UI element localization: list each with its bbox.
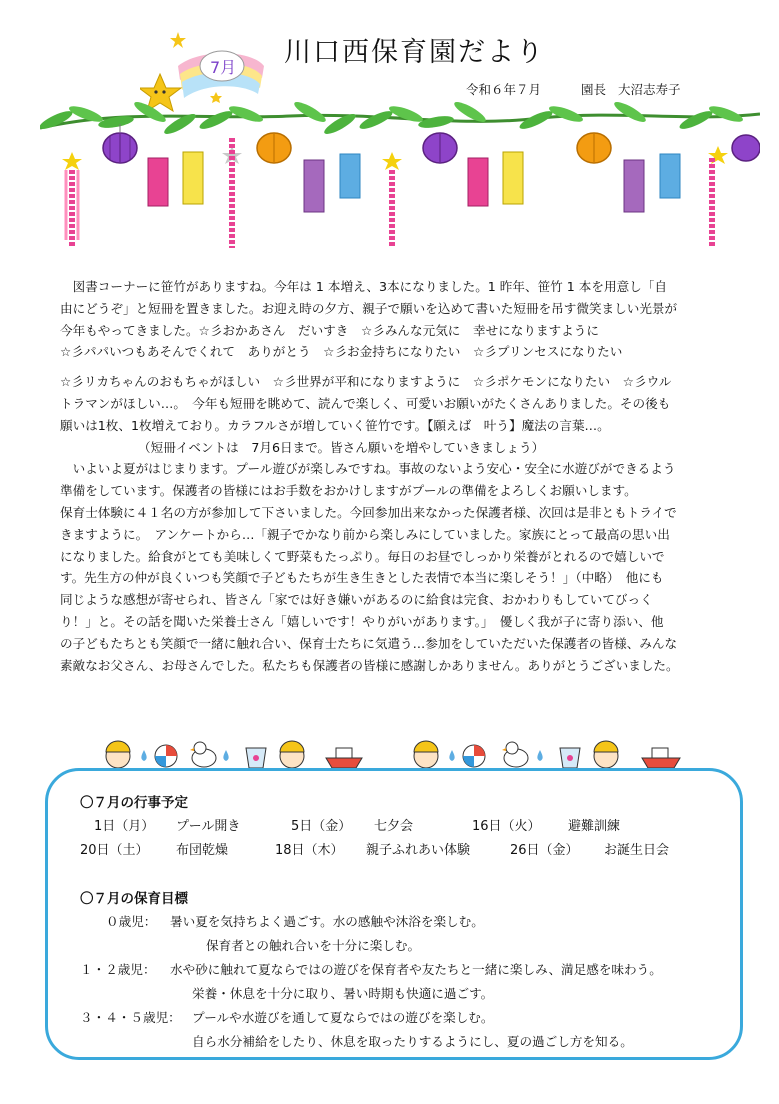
body-line: の子どもたちとも笑顔で一緒に触れ合い、保育士たちに気遣う…参加をしていただいた保護者の皆様、みんな [60,635,678,651]
goal-line: 水や砂に触れて夏ならではの遊びを保育者や友たちと一緒に楽しみ、満足感を味わう。 [170,962,662,977]
summer-decoration-left [100,736,380,772]
event-date: 5日（金） [291,819,352,834]
event-name: 七夕会 [374,819,414,834]
tanzaku-tag-icon [624,160,644,212]
body-line: 由にどうぞ」と短冊を置きました。お迎え時の夕方、親子で願いを込めて書いた短冊を吊す微笑ましい光景が [60,300,678,316]
body-line: り！」と。その話を聞いた栄養士さん「嬉しいです！やりがいがあります。」 優しく我が子に寄り添い、他 [60,613,664,629]
body-line: トラマンがほしい…。 今年も短冊を眺めて、読んで楽しく、可愛いお願いがたくさんありました。その後も [60,395,671,411]
event-date: 16日（火） [472,819,541,834]
tanabata-unit [678,103,760,248]
water-drop-icon [537,750,542,761]
event-date: 1日（月） [94,819,155,834]
tanzaku-tag-icon [660,154,680,198]
body-line: 今年もやってきました。☆彡おかあさん だいすき ☆彡みんな元気に 幸せになりますように [60,322,599,338]
event-name: 布団乾燥 [176,843,229,858]
kid-hat-icon [594,741,618,768]
tanabata-unit [198,99,360,248]
info-box [45,768,743,1060]
body-line: 同じような感想が寄せられ、皆さん「家では好き嫌いがあるのに給食は完食、おかわりもしていてびっく [60,592,653,608]
tanzaku-tag-icon [304,160,324,212]
goal-line: プールや水遊びを通して夏ならではの遊びを楽しむ。 [192,1010,494,1025]
leaf-icon [132,99,168,126]
events-title: 〇７月の行事予定 [80,795,188,811]
star-icon [62,152,82,170]
body-line: （短冊イベントは 7月6日まで。皆さん願いを増やしていきましょう） [138,439,545,455]
issue-date: 令和６年７月 [466,82,542,97]
events-row [48,815,728,835]
star-icon [222,146,242,164]
body-line: 願いは1枚、1枚増えており。カラフルさが増していく笹竹です。【願えば 叶う】魔法の言葉…。 [60,417,610,433]
kid-hat-icon [414,741,438,768]
goals-title: 〇７月の保育目標 [80,891,188,907]
newsletter-title: 川口西保育園だより [284,37,545,68]
lantern-icon [732,135,760,161]
principal-name: 大沼志寿子 [618,82,681,97]
toy-boat-icon [642,748,680,768]
body-line: 図書コーナーに笹竹がありますね。今年は 1 本増え、3本になりました。1 昨年、笹竹 1 本を用意し「自 [72,279,667,294]
leaf-icon [40,108,74,132]
body-line: きますように。 アンケートから…「親子でかなり前から楽しみにしていました。家族にとって最高の思い出 [60,526,670,542]
body-line: ☆彡リカちゃんのおもちゃがほしい ☆彡世界が平和になりますように ☆彡ポケモンになりたい ☆彡ウル [60,374,672,390]
star-icon [382,152,402,170]
beach-ball-icon [155,745,177,767]
events-row [48,839,728,859]
goal-line: 自ら水分補給をしたり、休息を取ったりするようにし、夏の過ごし方を知る。 [192,1034,633,1049]
tanzaku-tag-icon [148,158,168,206]
event-date: 18日（木） [275,843,344,858]
tanzaku-tag-icon [503,152,523,204]
body-line: 保育士体験に４１名の方が参加して下さいました。今回参加出来なかった保護者様、次回は是非ともトライで [60,504,677,520]
event-date: 26日（金） [510,843,579,858]
tanzaku-tag-icon [340,154,360,198]
badge-text: 7月 [210,58,237,77]
event-name: お誕生日会 [604,843,670,858]
body-line: ☆彡パパいつもあそんでくれて ありがとう ☆彡お金持ちになりたい ☆彡プリンセスになりたい [60,344,623,360]
principal-label: 園長 [581,82,607,97]
summer-decoration-right [408,736,698,772]
tanzaku-tag-icon [468,158,488,206]
newsletter-body [60,276,766,676]
beach-ball-icon [463,745,485,767]
goal-line: 暑い夏を気持ちよく過ごす。水の感触や沐浴を楽しむ。 [170,914,484,929]
body-line: になりました。給食がとても美味しくて野菜もたっぷり。毎日のお昼でしっかり栄養がとれるので嬉しいで [60,548,665,564]
kid-hat-icon [280,741,304,768]
water-bucket-icon [246,748,266,768]
event-date: 20日（土） [80,843,149,858]
event-name: 親子ふれあい体験 [366,843,471,858]
toy-boat-icon [326,748,362,768]
tanabata-banner [40,98,760,268]
water-drop-icon [449,750,454,761]
body-line: 準備をしています。保護者の皆様にはお手数をおかけしますがプールの準備をよろしくお願いします。 [60,483,637,499]
body-line: いよいよ夏がはじまります。プール遊びが楽しみですね。事故のないよう安心・安全に水遊びができるよう [72,461,676,477]
event-name: 避難訓練 [568,819,621,834]
tanzaku-tag-icon [183,152,203,204]
goal-age-label: １・２歳児： [80,962,156,977]
chick-icon [502,742,528,767]
water-drop-icon [141,750,146,761]
body-line: す。先生方の仲が良くいつも笑顔で子どもたちが生き生きとした表情で本当に楽しそう！」（中略） 他にも [60,570,664,586]
goal-age-label: ３・４・５歳児： [80,1010,181,1025]
body-line: 素敵なお父さん、お母さんでした。私たちも保護者の皆様に感謝しかありません。ありがとうございました。 [60,657,679,673]
kid-hat-icon [106,741,130,768]
header-dateline [466,80,681,98]
water-bucket-icon [560,748,580,768]
event-name: プール開き [176,819,241,834]
goal-line: 保育者との触れ合いを十分に楽しむ。 [206,938,421,953]
chick-icon [190,742,216,767]
goal-age-label: ０歳児： [106,914,157,929]
water-drop-icon [223,750,228,761]
goal-line: 栄養・休息を十分に取り、暑い時期も快適に過ごす。 [192,986,494,1001]
